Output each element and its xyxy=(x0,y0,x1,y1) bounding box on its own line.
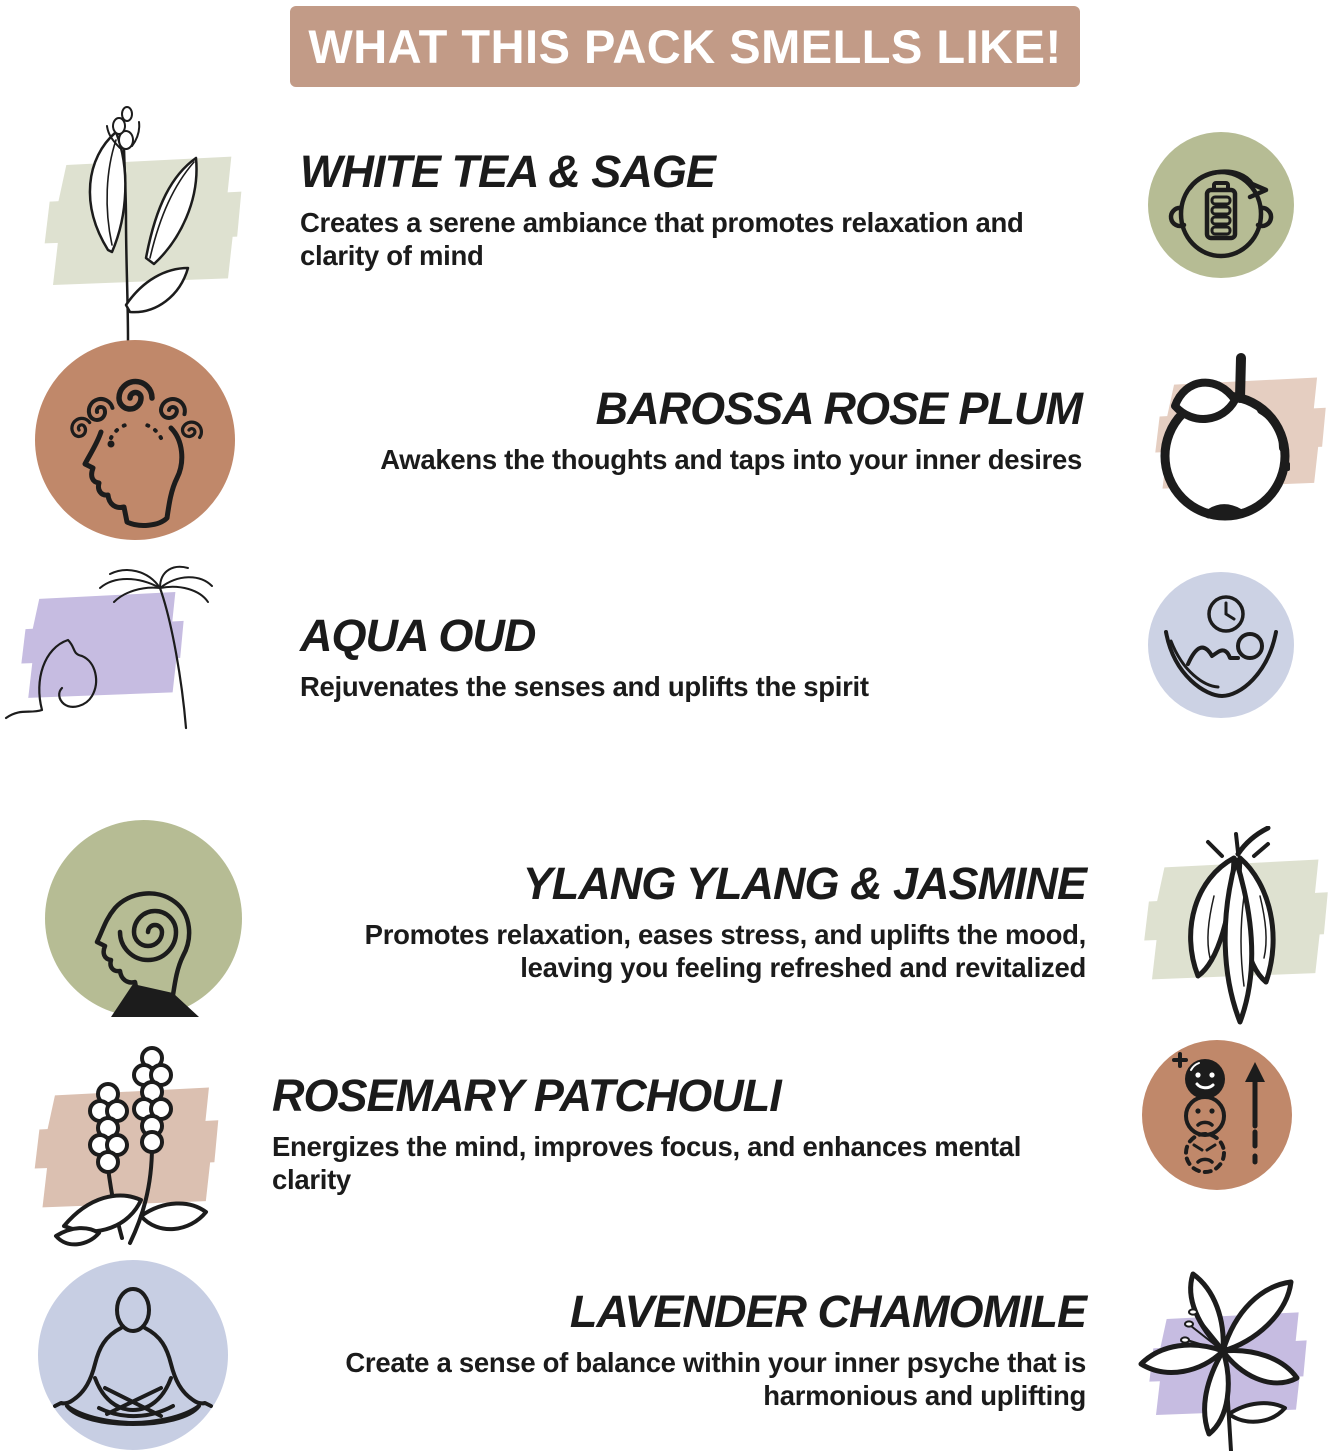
plum-icon xyxy=(1113,348,1343,528)
page-title: WHAT THIS PACK SMELLS LIKE! xyxy=(308,20,1062,73)
patchouli-plant-icon xyxy=(4,1038,249,1266)
scent-description: Create a sense of balance within your inner psyche that is harmonious and uplifting xyxy=(345,1346,1086,1411)
scent-description: Creates a serene ambiance that promotes relaxation and clarity of mind xyxy=(300,206,1024,271)
scent-description: Promotes relaxation, eases stress, and uplifts the mood, leaving you feeling refreshed and revitalized xyxy=(364,918,1086,983)
scent-title: WHITE TEA & SAGE xyxy=(300,146,715,197)
head-calm-spiral-icon xyxy=(45,820,242,1017)
scent-title: YLANG YLANG & JASMINE xyxy=(522,858,1086,909)
hammock-clock-icon xyxy=(1148,572,1294,718)
section-white-tea-sage xyxy=(300,146,1065,272)
scent-description: Rejuvenates the senses and uplifts the spirit xyxy=(300,670,869,702)
section-barossa-rose-plum xyxy=(380,383,1082,476)
scent-title: BAROSSA ROSE PLUM xyxy=(595,383,1082,434)
mood-improvement-icon xyxy=(1142,1040,1292,1190)
scent-title: LAVENDER CHAMOMILE xyxy=(569,1286,1086,1337)
lily-flower-icon xyxy=(1103,1256,1343,1451)
palm-wave-icon xyxy=(2,560,252,745)
section-ylang-ylang-jasmine xyxy=(268,858,1086,984)
header-banner xyxy=(290,6,1080,87)
scent-description: Awakens the thoughts and taps into your inner desires xyxy=(380,443,1082,475)
scent-title: ROSEMARY PATCHOULI xyxy=(272,1070,781,1121)
section-rosemary-patchouli xyxy=(272,1070,1047,1196)
sage-plant-icon xyxy=(8,100,258,350)
head-thought-spirals-icon xyxy=(35,340,235,540)
scent-title: AQUA OUD xyxy=(300,610,536,661)
section-aqua-oud xyxy=(300,610,1060,703)
ylang-flower-icon xyxy=(1118,826,1336,1044)
scent-description: Energizes the mind, improves focus, and enhances mental clarity xyxy=(272,1130,1022,1195)
meditating-person-icon xyxy=(33,1260,233,1451)
head-battery-icon xyxy=(1148,132,1294,278)
section-lavender-chamomile xyxy=(268,1286,1086,1412)
